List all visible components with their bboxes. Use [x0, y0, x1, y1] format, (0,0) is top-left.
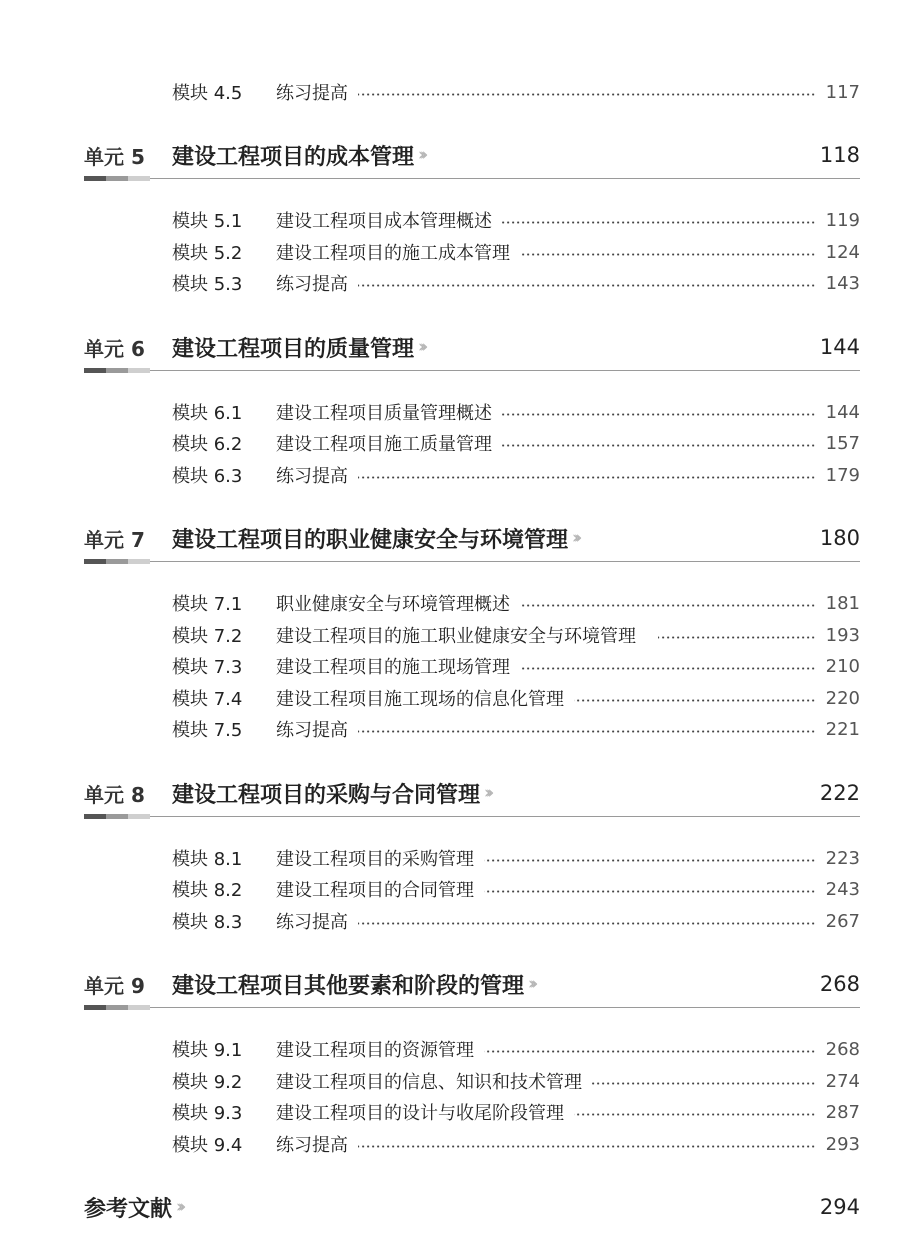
toc-module-7-3[interactable]	[172, 654, 860, 678]
module-page: 221	[825, 718, 860, 740]
unit-accent-bar	[84, 176, 150, 181]
references-title: 参考文献	[84, 1195, 173, 1222]
module-page: 179	[825, 464, 860, 486]
dot-leader	[520, 667, 816, 670]
toc-unit-8[interactable]	[84, 778, 860, 808]
toc-module-9-1[interactable]	[172, 1037, 860, 1061]
toc-module-8-3[interactable]	[172, 909, 860, 933]
module-title: 建设工程项目的设计与收尾阶段管理	[276, 1103, 564, 1124]
toc-module-6-2[interactable]	[172, 431, 860, 455]
module-title: 建设工程项目的施工成本管理	[276, 243, 510, 264]
unit-title: 建设工程项目的成本管理	[172, 143, 415, 170]
unit-page: 222	[819, 781, 860, 805]
module-page: 181	[825, 592, 860, 614]
unit-number: 单元 7	[84, 527, 145, 552]
module-number: 模块 9.1	[172, 1040, 243, 1061]
module-number: 模块 6.2	[172, 434, 243, 455]
toc-unit-6[interactable]	[84, 332, 860, 362]
unit-divider	[84, 816, 860, 817]
module-page: 144	[825, 401, 860, 423]
module-number: 模块 7.5	[172, 720, 243, 741]
unit-accent-bar	[84, 368, 150, 373]
unit-divider	[84, 370, 860, 371]
unit-number: 单元 8	[84, 782, 145, 807]
module-number: 模块 9.3	[172, 1103, 243, 1124]
module-title: 练习提高	[276, 274, 348, 295]
module-page: 223	[825, 847, 860, 869]
module-title: 建设工程项目的采购管理	[276, 849, 474, 870]
chevron-right-icon: ›››	[484, 783, 490, 803]
dot-leader	[358, 1145, 816, 1148]
module-number: 模块 5.3	[172, 274, 243, 295]
dot-leader	[502, 444, 816, 447]
module-page: 267	[825, 910, 860, 932]
unit-number: 单元 9	[84, 973, 145, 998]
toc-module-8-2[interactable]	[172, 877, 860, 901]
dot-leader	[574, 699, 816, 702]
module-page: 117	[825, 81, 860, 103]
toc-module-6-3[interactable]	[172, 463, 860, 487]
dot-leader	[574, 1113, 816, 1116]
references-page: 294	[819, 1195, 860, 1219]
toc-module-9-3[interactable]	[172, 1100, 860, 1124]
unit-title: 建设工程项目的质量管理	[172, 335, 415, 362]
toc-module-7-5[interactable]	[172, 717, 860, 741]
toc-module-8-1[interactable]	[172, 846, 860, 870]
module-page: 210	[825, 655, 860, 677]
unit-divider	[84, 1007, 860, 1008]
unit-number: 单元 6	[84, 336, 145, 361]
module-title: 职业健康安全与环境管理概述	[276, 594, 510, 615]
toc-module-7-1[interactable]	[172, 591, 860, 615]
module-page: 274	[825, 1070, 860, 1092]
module-title: 建设工程项目施工质量管理	[276, 434, 492, 455]
unit-number: 单元 5	[84, 144, 145, 169]
module-title: 建设工程项目成本管理概述	[276, 211, 492, 232]
chevron-right-icon: ›››	[418, 337, 424, 357]
dot-leader	[502, 221, 816, 224]
unit-title: 建设工程项目的职业健康安全与环境管理	[172, 526, 569, 553]
toc-module-5-3[interactable]	[172, 271, 860, 295]
dot-leader	[484, 859, 816, 862]
chevron-right-icon: ›››	[528, 974, 534, 994]
dot-leader	[358, 922, 816, 925]
toc-unit-5[interactable]	[84, 140, 860, 170]
dot-leader	[358, 476, 816, 479]
module-number: 模块 8.1	[172, 849, 243, 870]
module-title: 建设工程项目的资源管理	[276, 1040, 474, 1061]
toc-module-7-4[interactable]	[172, 686, 860, 710]
module-title: 练习提高	[276, 720, 348, 741]
module-number: 模块 5.1	[172, 211, 243, 232]
dot-leader	[658, 636, 816, 639]
module-number: 模块 9.4	[172, 1135, 243, 1156]
unit-title: 建设工程项目的采购与合同管理	[172, 781, 481, 808]
unit-divider	[84, 561, 860, 562]
toc-unit-9[interactable]	[84, 969, 860, 999]
dot-leader	[484, 890, 816, 893]
module-title: 练习提高	[276, 912, 348, 933]
module-number: 模块 5.2	[172, 243, 243, 264]
module-title: 建设工程项目的施工职业健康安全与环境管理	[276, 626, 636, 647]
module-page: 157	[825, 432, 860, 454]
toc-unit-7[interactable]	[84, 523, 860, 553]
toc-module-5-1[interactable]	[172, 208, 860, 232]
module-page: 124	[825, 241, 860, 263]
toc-module-6-1[interactable]	[172, 400, 860, 424]
toc-references[interactable]	[84, 1192, 860, 1222]
dot-leader	[358, 93, 816, 96]
module-page: 287	[825, 1101, 860, 1123]
dot-leader	[358, 284, 816, 287]
module-number: 模块 7.2	[172, 626, 243, 647]
module-title: 练习提高	[276, 1135, 348, 1156]
chevron-right-icon: ›››	[572, 528, 578, 548]
module-title: 建设工程项目质量管理概述	[276, 403, 492, 424]
unit-page: 268	[819, 972, 860, 996]
module-page: 119	[825, 209, 860, 231]
module-number: 模块 6.3	[172, 466, 243, 487]
module-number: 模块 8.3	[172, 912, 243, 933]
module-number: 模块 6.1	[172, 403, 243, 424]
dot-leader	[592, 1082, 816, 1085]
module-page: 193	[825, 624, 860, 646]
module-page: 268	[825, 1038, 860, 1060]
unit-page: 144	[819, 335, 860, 359]
module-number: 模块 7.1	[172, 594, 243, 615]
unit-divider	[84, 178, 860, 179]
dot-leader	[502, 413, 816, 416]
toc-module-4-5[interactable]	[172, 80, 860, 104]
module-title: 建设工程项目的施工现场管理	[276, 657, 510, 678]
module-number: 模块 9.2	[172, 1072, 243, 1093]
dot-leader	[358, 730, 816, 733]
module-title: 练习提高	[276, 466, 348, 487]
module-page: 143	[825, 272, 860, 294]
module-number: 模块 8.2	[172, 880, 243, 901]
unit-accent-bar	[84, 814, 150, 819]
chevron-right-icon: ›››	[176, 1197, 182, 1217]
module-number: 模块 7.4	[172, 689, 243, 710]
module-title: 建设工程项目的合同管理	[276, 880, 474, 901]
module-page: 243	[825, 878, 860, 900]
unit-title: 建设工程项目其他要素和阶段的管理	[172, 972, 525, 999]
dot-leader	[520, 604, 816, 607]
dot-leader	[520, 253, 816, 256]
toc-module-5-2[interactable]	[172, 240, 860, 264]
module-number: 模块 7.3	[172, 657, 243, 678]
unit-accent-bar	[84, 1005, 150, 1010]
unit-page: 180	[819, 526, 860, 550]
module-page: 293	[825, 1133, 860, 1155]
module-page: 220	[825, 687, 860, 709]
chevron-right-icon: ›››	[418, 145, 424, 165]
toc-module-7-2[interactable]	[172, 623, 860, 647]
module-title: 建设工程项目施工现场的信息化管理	[276, 689, 564, 710]
toc-module-9-4[interactable]	[172, 1132, 860, 1156]
module-title: 建设工程项目的信息、知识和技术管理	[276, 1072, 582, 1093]
module-title: 练习提高	[276, 83, 348, 104]
dot-leader	[484, 1050, 816, 1053]
unit-page: 118	[819, 143, 860, 167]
module-number: 模块 4.5	[172, 83, 243, 104]
toc-module-9-2[interactable]	[172, 1069, 860, 1093]
unit-accent-bar	[84, 559, 150, 564]
